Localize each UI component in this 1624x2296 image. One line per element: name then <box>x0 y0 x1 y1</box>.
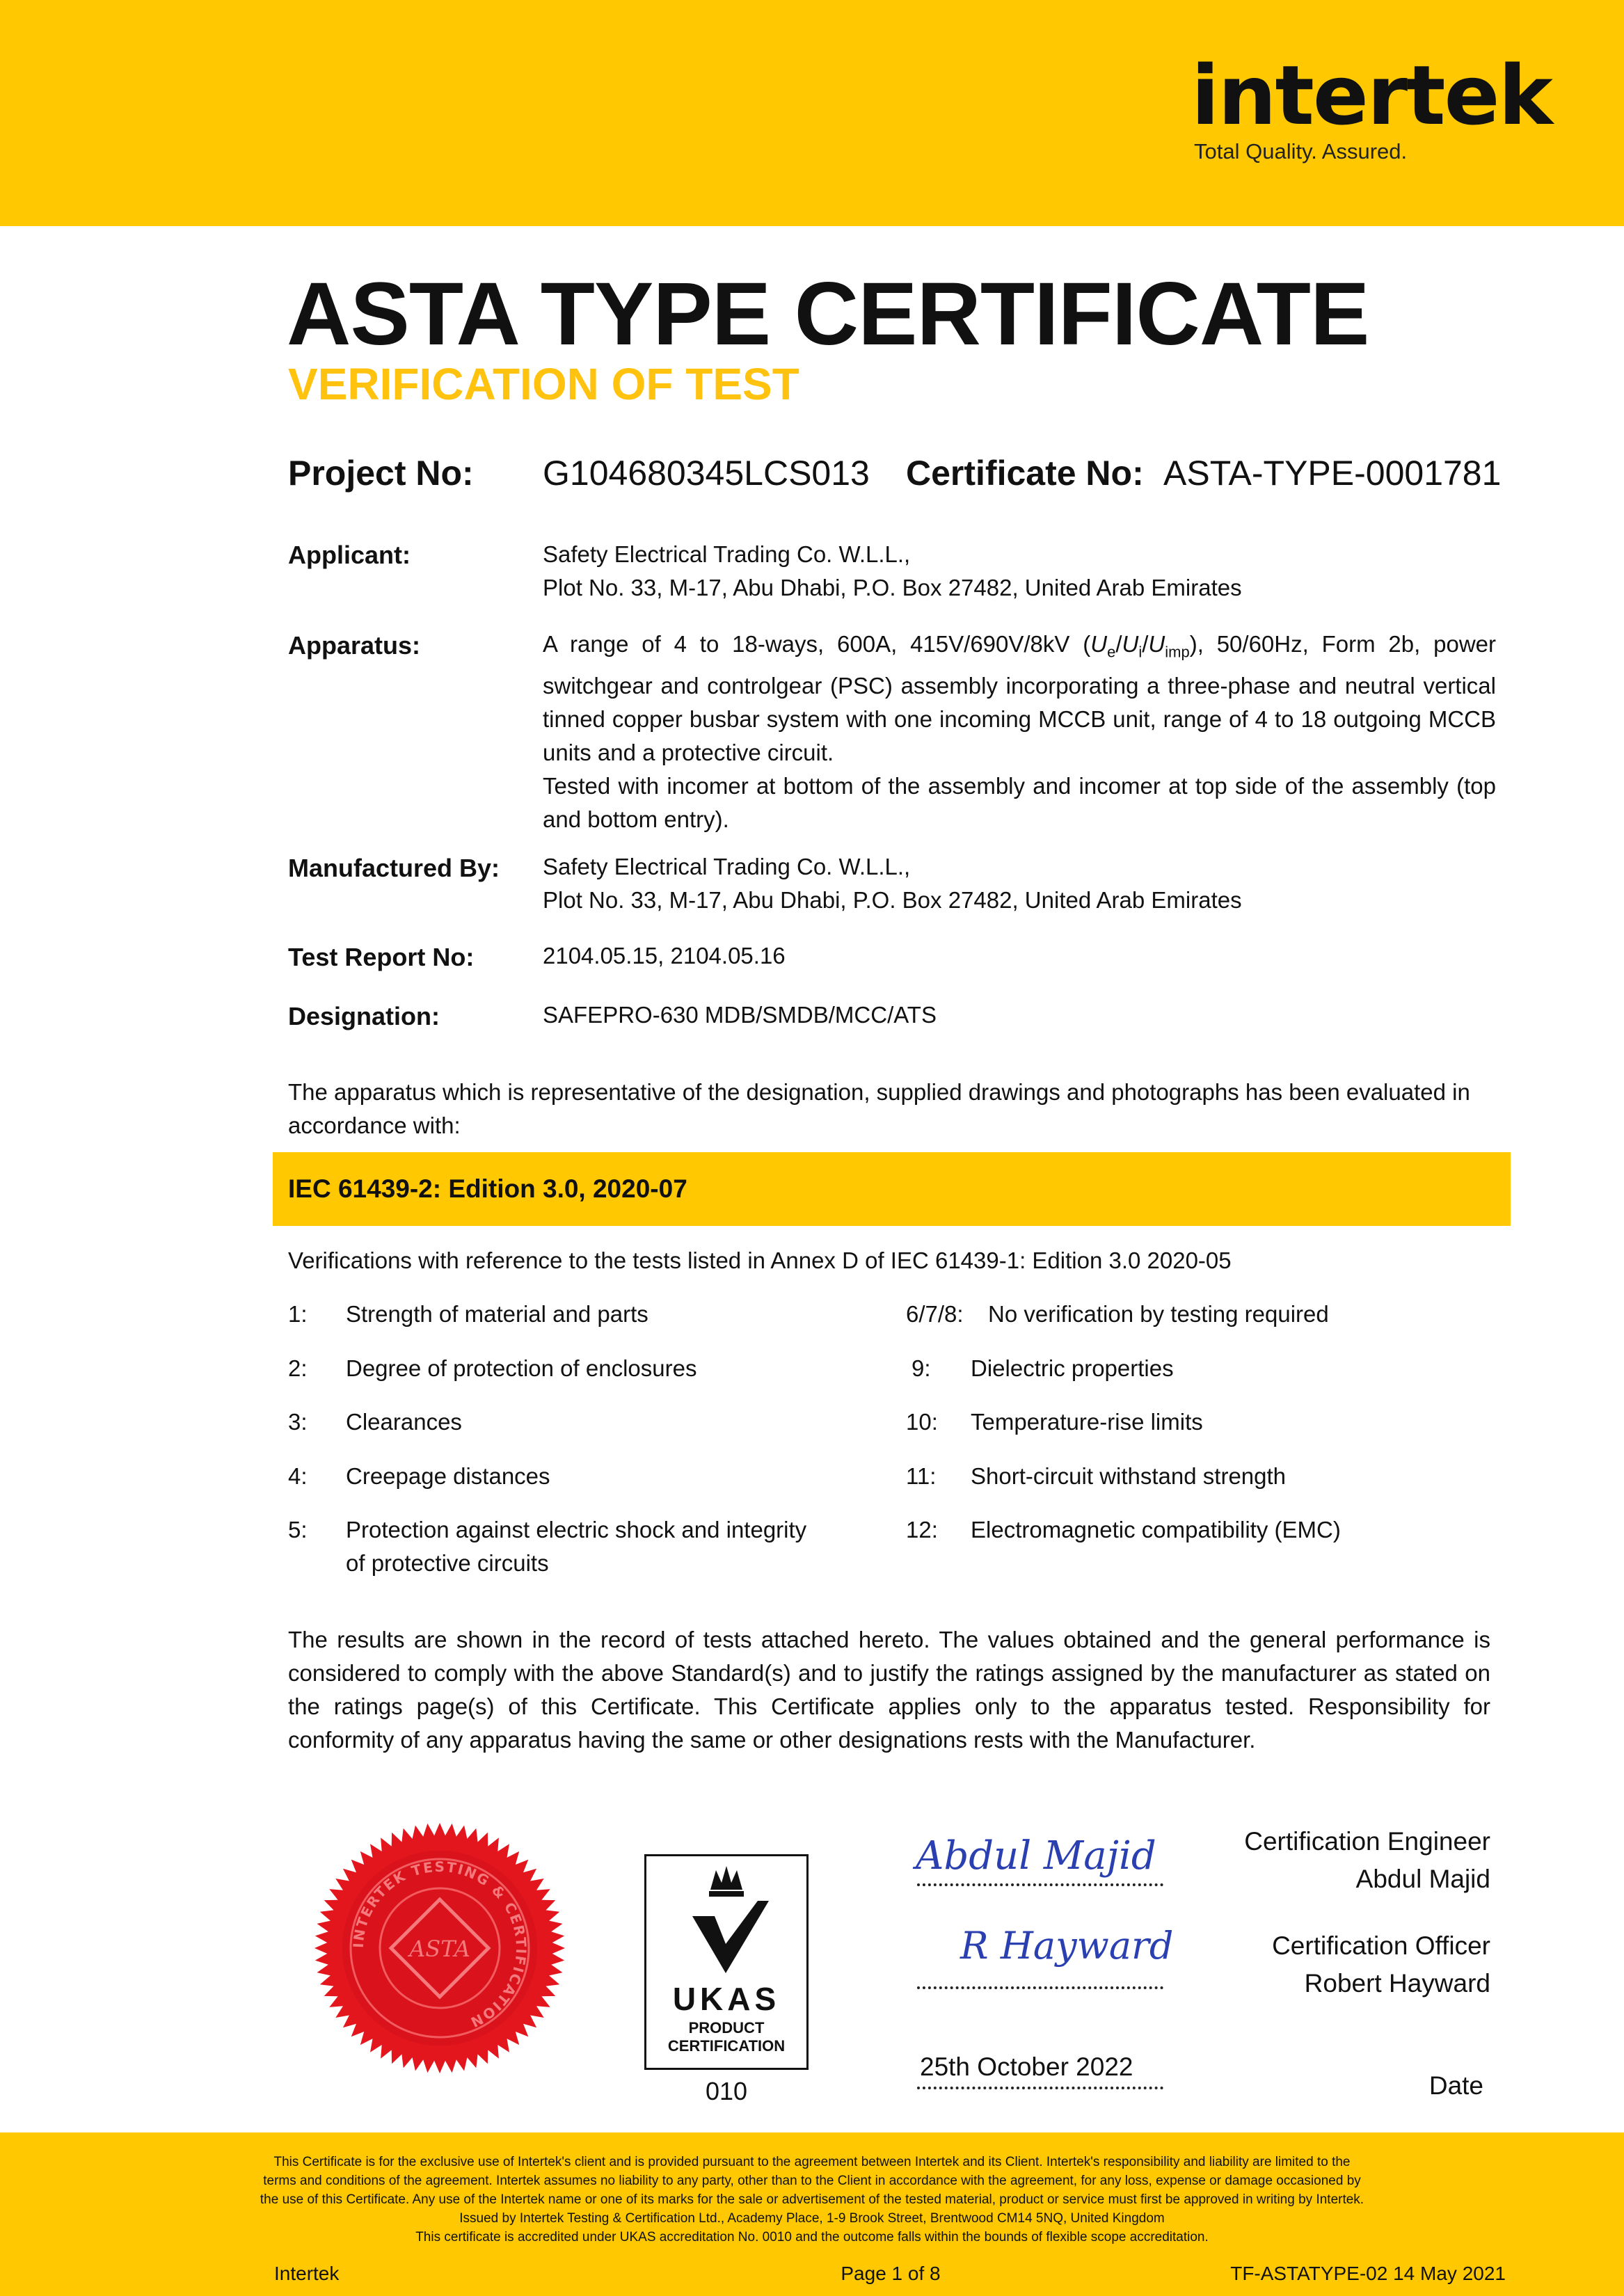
page-subtitle: VERIFICATION OF TEST <box>288 359 799 409</box>
ukas-number: 010 <box>705 2077 748 2105</box>
verification-number: 1: <box>288 1301 308 1327</box>
separator: / <box>1142 631 1149 657</box>
intertek-logo: intertek <box>1191 47 1552 143</box>
verification-item-line: of protective circuits <box>346 1550 549 1576</box>
seal-center-text: ASTA <box>409 1936 470 1962</box>
page-title: ASTA TYPE CERTIFICATE <box>287 264 1369 364</box>
verification-item: Degree of protection of enclosures <box>346 1355 697 1381</box>
apparatus-text <box>543 628 1496 770</box>
verification-number: 3: <box>288 1409 308 1435</box>
crown-check-icon <box>646 1862 806 1980</box>
intertek-seal-icon <box>313 1821 566 2075</box>
apparatus-text-pre: A range of 4 to 18-ways, 600A, 415V/690V/8kV ( <box>543 631 1091 657</box>
verification-item-line: Protection against electric shock and integrity <box>346 1517 807 1542</box>
designation-label: Designation: <box>288 1002 440 1030</box>
seal-ring-text: INTERTEK TESTING & CERTIFICATION <box>349 1858 530 2032</box>
u-symbol: U <box>1090 631 1108 657</box>
engineer-name: Abdul Majid <box>1355 1865 1490 1893</box>
manufacturer-line: Safety Electrical Trading Co. W.L.L., <box>543 854 911 879</box>
footer-line: This Certificate is for the exclusive use of Intertek's client and is provided pursuant to the agreement between Intertek and its Client. Intertek's responsibility and liability are limited to the <box>273 2155 1351 2169</box>
verification-number: 12: <box>906 1517 938 1542</box>
date-label: Date <box>1428 2071 1483 2100</box>
officer-block <box>1183 1927 1490 2002</box>
officer-name: Robert Hayward <box>1304 1969 1490 1998</box>
standard-title: IEC 61439-2: Edition 3.0, 2020-07 <box>288 1174 687 1203</box>
u-subscript: e <box>1107 643 1116 661</box>
signature-line <box>917 1883 1163 1886</box>
project-label: Project No: <box>288 454 474 493</box>
verification-item: Creepage distances <box>346 1463 550 1489</box>
verification-item <box>346 1513 875 1580</box>
applicant-label: Applicant: <box>288 541 411 569</box>
apparatus-label: Apparatus: <box>288 631 421 660</box>
footer-line: terms and conditions of the agreement. Intertek assumes no liability to any party, other than to the Client in accordance with the agreement, for any loss, expense or damage occasioned by <box>263 2174 1361 2188</box>
ukas-name: UKAS <box>672 1981 781 2017</box>
verification-item: Electromagnetic compatibility (EMC) <box>971 1517 1341 1542</box>
ukas-logo <box>644 1854 809 2070</box>
verification-item: Strength of material and parts <box>346 1301 648 1327</box>
brand-tagline: Total Quality. Assured. <box>1194 139 1408 164</box>
u-subscript: imp <box>1165 643 1190 661</box>
footer-line: This certificate is accredited under UKAS accreditation No. 0010 and the outcome falls within the bounds of flexible scope accreditation. <box>415 2230 1209 2245</box>
issue-date: 25th October 2022 <box>920 2052 1133 2081</box>
manufacturer-label: Manufactured By: <box>288 854 500 882</box>
manufacturer-line: Plot No. 33, M-17, Abu Dhabi, P.O. Box 27482, United Arab Emirates <box>543 887 1242 913</box>
applicant-line: Plot No. 33, M-17, Abu Dhabi, P.O. Box 27482, United Arab Emirates <box>543 575 1242 600</box>
ukas-line1: PRODUCT <box>688 2019 765 2036</box>
footer-disclaimer <box>230 2153 1394 2247</box>
project-number: G104680345LCS013 <box>543 454 870 493</box>
test-report-label: Test Report No: <box>288 943 475 971</box>
verification-item: Short-circuit withstand strength <box>971 1463 1287 1489</box>
footer-line: the use of this Certificate. Any use of the Intertek name or one of its marks for the sale or advertisement of the tested material, product or service must first be approved in writing by Intertek. <box>260 2192 1364 2207</box>
apparatus-description <box>543 628 1496 836</box>
signature-line <box>917 1986 1163 1989</box>
ukas-line2: CERTIFICATION <box>667 2037 786 2055</box>
footer-line: Issued by Intertek Testing & Certification Ltd., Academy Place, 1-9 Brook Street, Brentwood CM14 5NQ, United Kingdom <box>459 2211 1165 2226</box>
verification-number: 11: <box>906 1463 937 1489</box>
verification-item: Temperature-rise limits <box>971 1409 1203 1435</box>
separator: / <box>1115 631 1122 657</box>
form-reference: TF-ASTATYPE-02 14 May 2021 <box>1230 2263 1506 2284</box>
engineer-block <box>1183 1823 1490 1898</box>
signature-officer: R Hayward <box>960 1924 1174 1968</box>
certificate-number: ASTA-TYPE-0001781 <box>1163 454 1502 493</box>
verification-item: Clearances <box>346 1409 462 1435</box>
verification-number: 4: <box>288 1463 308 1489</box>
officer-role: Certification Officer <box>1272 1931 1490 1960</box>
certificate-label: Certificate No: <box>906 454 1144 493</box>
u-symbol: U <box>1148 631 1165 657</box>
verification-item: No verification by testing required <box>988 1301 1329 1327</box>
verification-number: 9: <box>911 1355 931 1381</box>
results-text: The results are shown in the record of tests attached hereto. The values obtained and the general performance is considered to comply with the above Standard(s) and to justify the ratings assigned by the manufacturer as stated on the ratings page(s) of this Certificate. This Certificate applies only to the apparatus tested. Responsibility for conformity of any apparatus having the same or other designations rests with the Manufacturer. <box>288 1627 1490 1753</box>
evaluation-text: The apparatus which is representative of the designation, supplied drawings and photographs has been evaluated in accordance with: <box>288 1079 1470 1138</box>
u-symbol: U <box>1122 631 1139 657</box>
footer-company: Intertek <box>274 2263 340 2284</box>
signature-line <box>917 2087 1163 2089</box>
apparatus-tested: Tested with incomer at bottom of the assembly and incomer at top side of the assembly (top and bottom entry). <box>543 772 1496 832</box>
designation-value: SAFEPRO-630 MDB/SMDB/MCC/ATS <box>543 1002 937 1028</box>
applicant-line: Safety Electrical Trading Co. W.L.L., <box>543 541 911 567</box>
u-subscript: i <box>1138 643 1143 661</box>
manufacturer-value <box>543 850 1503 917</box>
page-number: Page 1 of 8 <box>841 2263 941 2284</box>
verification-item: Dielectric properties <box>971 1355 1174 1381</box>
test-report-value: 2104.05.15, 2104.05.16 <box>543 943 786 968</box>
verification-number: 6/7/8: <box>906 1301 964 1327</box>
verification-number: 5: <box>288 1517 308 1542</box>
engineer-role: Certification Engineer <box>1244 1827 1490 1856</box>
signature-engineer: Abdul Majid <box>916 1833 1156 1879</box>
apparatus-text-post: ), 50/60Hz, Form 2b, power switchgear and controlgear (PSC) assembly incorporating a three-phase and neutral vertical tinned copper busbar system with one incoming MCCB unit, range of 4 to 18 outgoing MCCB units and a protective circuit. <box>543 631 1496 765</box>
verification-number: 2: <box>288 1355 308 1381</box>
applicant-value <box>543 538 1503 605</box>
verifications-intro: Verifications with reference to the tests listed in Annex D of IEC 61439-1: Edition 3.0 2020-05 <box>288 1247 1232 1273</box>
verification-number: 10: <box>906 1409 938 1435</box>
